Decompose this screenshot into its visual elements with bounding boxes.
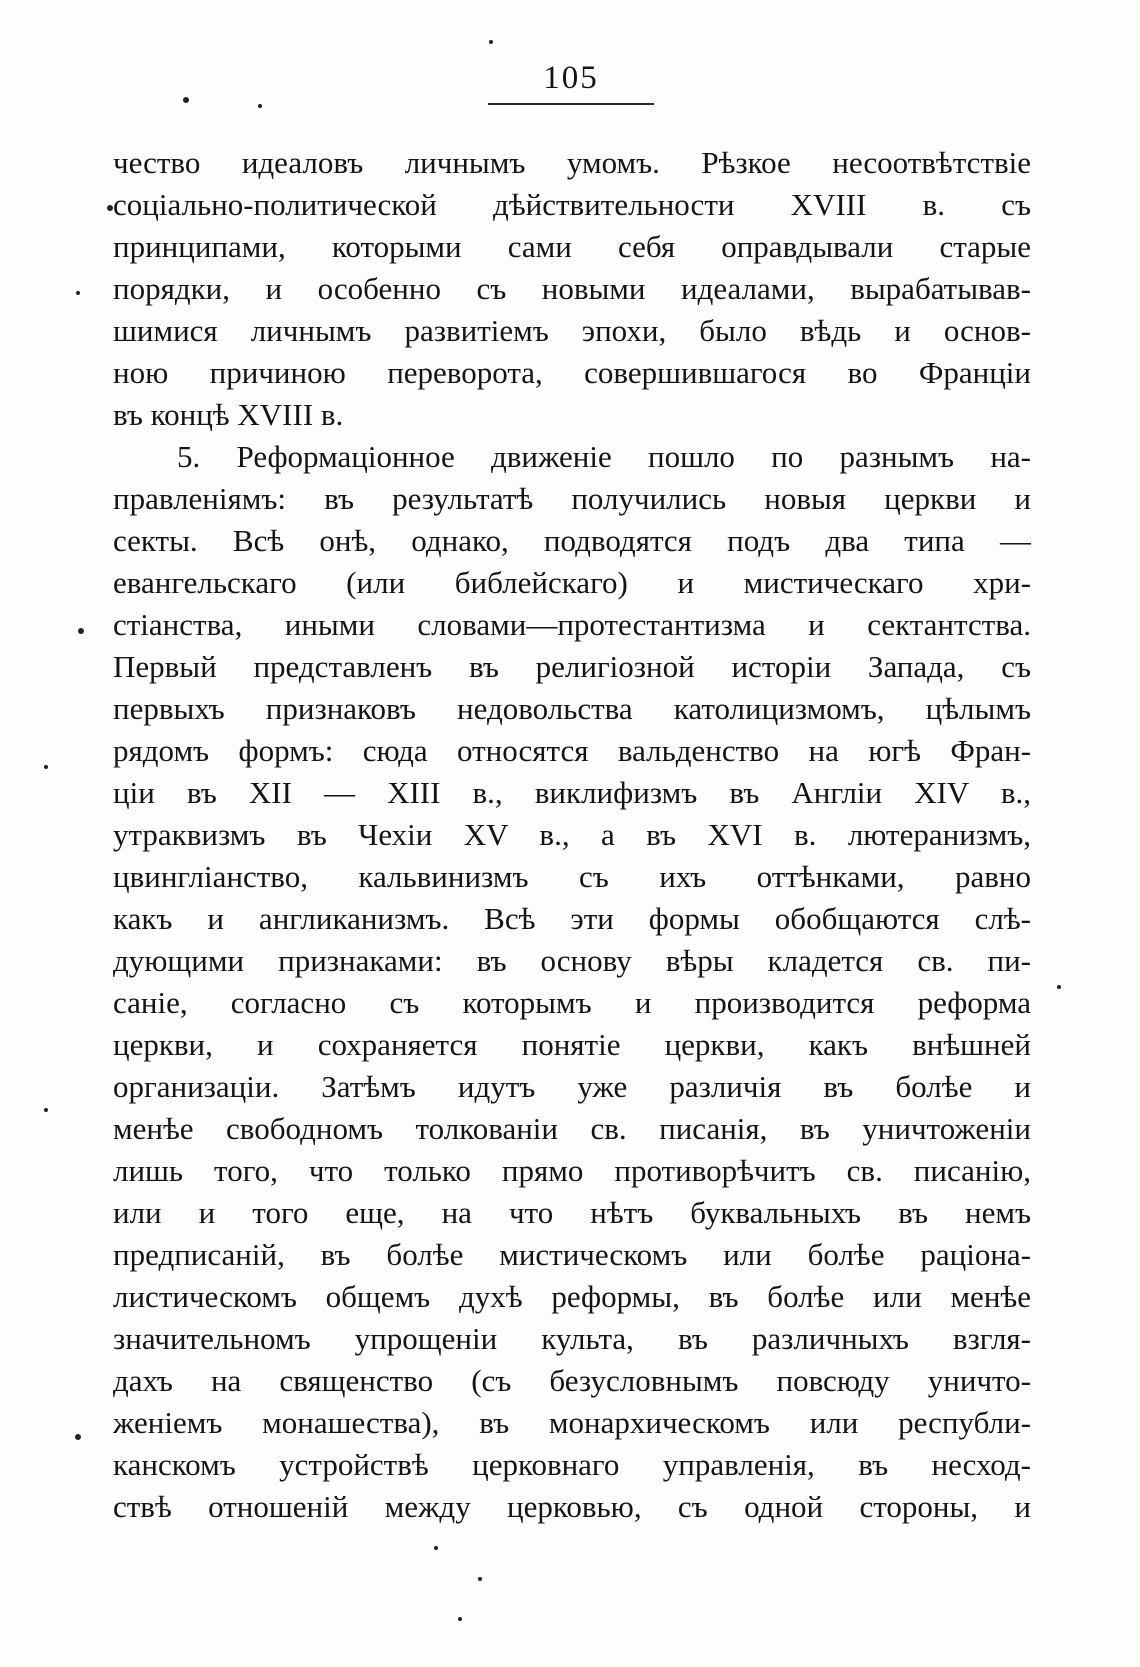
text-line: чество идеаловъ личнымъ умомъ. Рѣзкое несоотвѣтствіе	[113, 145, 1031, 180]
scan-speck	[489, 40, 493, 44]
page-number-rule	[488, 103, 654, 105]
text-line: дахъ на священство (съ безусловнымъ повсюду уничто-	[113, 1363, 1031, 1398]
text-line: менѣе свободномъ толкованіи св. писанія, въ уничтоженіи	[113, 1111, 1031, 1146]
body-text	[113, 142, 1031, 1528]
scan-speck	[44, 765, 48, 769]
text-line: какъ и англиканизмъ. Всѣ эти формы обобщаются слѣ-	[113, 901, 1031, 936]
scan-speck	[434, 1546, 438, 1550]
scan-speck	[44, 1108, 48, 1112]
text-line: принципами, которыми сами себя оправдывали старые	[113, 229, 1031, 264]
scan-speck	[478, 1577, 482, 1581]
scan-speck	[76, 291, 80, 295]
text-line: секты. Всѣ онѣ, однако, подводятся подъ два типа —	[113, 523, 1031, 558]
text-line: листическомъ общемъ духѣ реформы, въ болѣе или менѣе	[113, 1279, 1031, 1314]
text-line: предписаній, въ болѣе мистическомъ или болѣе раціона-	[113, 1237, 1031, 1272]
text-line: значительномъ упрощеніи культа, въ различныхъ взгля-	[113, 1321, 1031, 1356]
text-line: ною причиною переворота, совершившагося во Франціи	[113, 355, 1031, 390]
paragraph-start-line: 5. Реформаціонное движеніе пошло по разнымъ на-	[177, 439, 1031, 474]
scan-speck	[183, 97, 189, 103]
text-line: канскомъ устройствѣ церковнаго управленія, въ несход-	[113, 1447, 1031, 1482]
page-number: 105	[543, 60, 599, 96]
text-line: Первый представленъ въ религіозной исторіи Запада, съ	[113, 649, 1031, 684]
text-line: саніе, согласно съ которымъ и производится реформа	[113, 985, 1031, 1020]
text-line: шимися личнымъ развитіемъ эпохи, было вѣдь и основ-	[113, 313, 1031, 348]
scan-speck	[75, 1434, 81, 1440]
text-line: соціально-политической дѣйствительности XVIII в. съ	[113, 187, 1031, 222]
text-line: въ концѣ XVIII в.	[113, 397, 344, 432]
text-line: лишь того, что только прямо противорѣчитъ св. писанію,	[113, 1153, 1031, 1188]
text-line: рядомъ формъ: сюда относятся вальденство на югѣ Фран-	[113, 733, 1031, 768]
text-line: или и того еще, на что нѣтъ буквальныхъ въ немъ	[113, 1195, 1031, 1230]
text-line: женіемъ монашества), въ монархическомъ или республи-	[113, 1405, 1031, 1440]
text-line: ствѣ отношеній между церковью, съ одной стороны, и	[113, 1489, 1031, 1524]
text-line: порядки, и особенно съ новыми идеалами, вырабатывав-	[113, 271, 1031, 306]
text-line: евангельскаго (или библейскаго) и мистическаго хри-	[113, 565, 1031, 600]
scan-speck	[258, 104, 262, 108]
text-line: цвингліанство, кальвинизмъ съ ихъ оттѣнками, равно	[113, 859, 1031, 894]
text-line: дующими признаками: въ основу вѣры кладется св. пи-	[113, 943, 1031, 978]
text-line: утраквизмъ въ Чехіи XV в., а въ XVI в. лютеранизмъ,	[113, 817, 1031, 852]
scan-speck	[458, 1617, 462, 1621]
scan-speck	[78, 628, 84, 634]
text-line: организаціи. Затѣмъ идутъ уже различія въ болѣе и	[113, 1069, 1031, 1104]
text-line: ціи въ XII — XIII в., виклифизмъ въ Англіи XIV в.,	[113, 775, 1031, 810]
text-line: правленіямъ: въ результатѣ получились новыя церкви и	[113, 481, 1031, 516]
text-line: стіанства, иными словами—протестантизма и сектантства.	[113, 607, 1031, 642]
text-line: первыхъ признаковъ недовольства католицизмомъ, цѣлымъ	[113, 691, 1031, 726]
scan-speck	[107, 205, 113, 211]
scan-speck	[1057, 985, 1061, 989]
text-line: церкви, и сохраняется понятіе церкви, какъ внѣшней	[113, 1027, 1031, 1062]
